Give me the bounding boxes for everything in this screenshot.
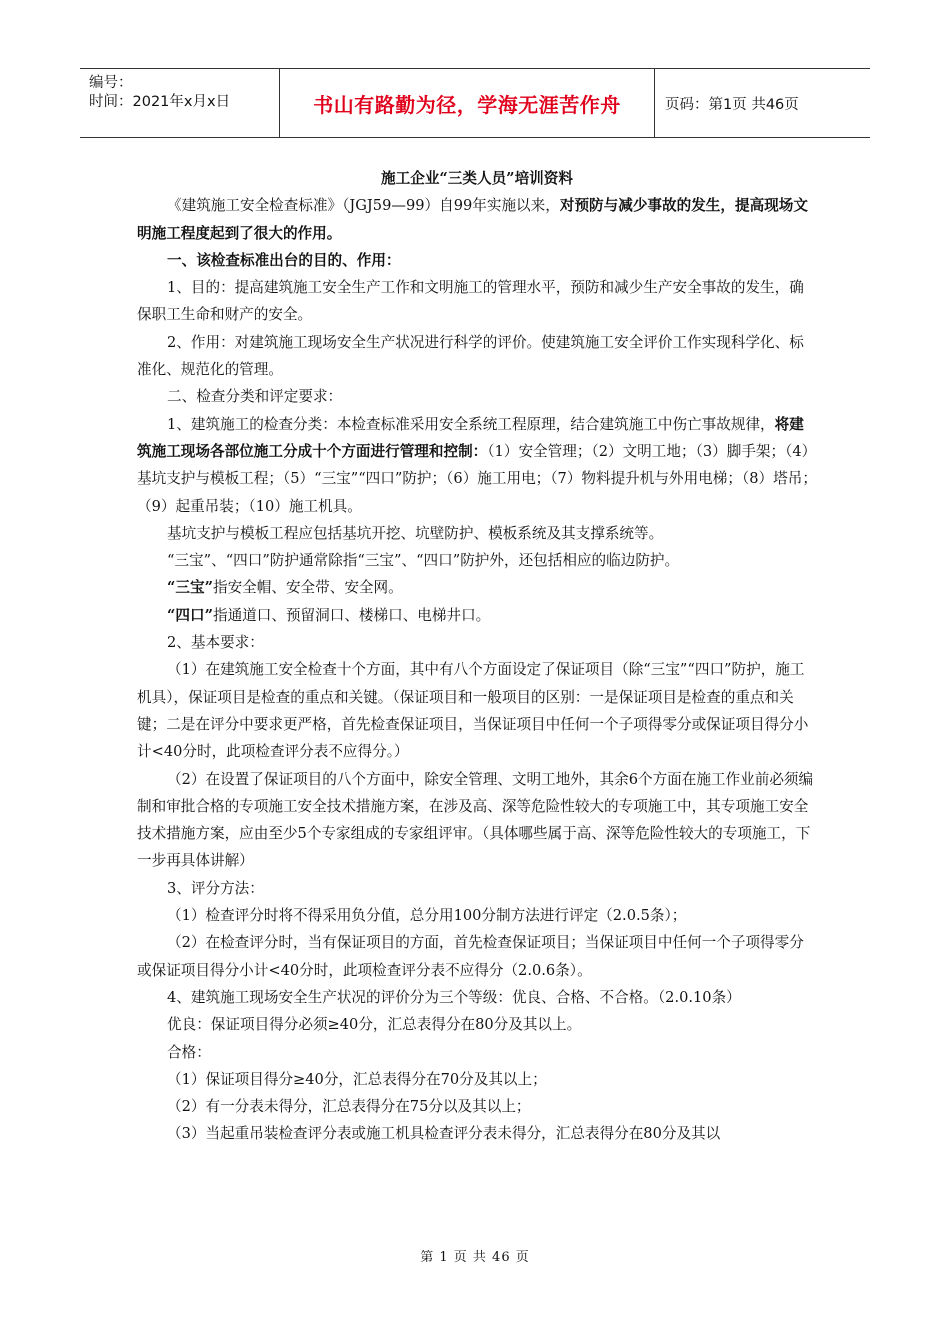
scoring-method-2: （2）在检查评分时，当有保证项目的方面，首先检查保证项目；当保证项目中任何一个子项得零分或保证项目得分小计<40分时，此项检查评分表不应得分（2.0.6条）。 (137, 934, 804, 979)
grade-levels: 4、建筑施工现场安全生产状况的评价分为三个等级：优良、合格、不合格。（2.0.10条） (167, 988, 741, 1006)
pass-condition-3: （3）当起重吊装检查评分表或施工机具检查评分表未得分，汇总表得分在80分及其以 (167, 1125, 721, 1143)
page-header (80, 68, 870, 138)
page-footer: 第 1 页 共 46 页 (420, 1250, 530, 1265)
four-openings-text: 指通道口、预留洞口、楼梯口、电梯井口。 (212, 606, 491, 624)
pass-condition-2: （2）有一分表未得分，汇总表得分在75分以及其以上； (167, 1098, 531, 1116)
section-2-heading: 二、检查分类和评定要求： (167, 388, 343, 406)
basic-requirement-1: （1）在建筑施工安全检查十个方面，其中有八个方面设定了保证项目（除“三宝”“四口”防护，施工机具），保证项目是检查的重点和关键。（保证项目和一般项目的区别：一是保证项目是检查的重点和关键；二是在评分中要求更严格，首先检查保证项目，当保证项目中任何一个子项得零分或保证项目得分小计<40分时，此项检查评分表不应得分。） (137, 661, 809, 761)
four-openings-def (137, 602, 817, 629)
scoring-method-1: （1）检查评分时将不得采用负分值，总分用100分制方法进行评定（2.0.5条）； (167, 907, 687, 925)
header-page-info: 页码：第1页 共46页 (665, 96, 799, 113)
intro-paragraph (137, 192, 817, 247)
header-meta (80, 69, 280, 137)
classification-text: 1、建筑施工的检查分类：本检查标准采用安全系统工程原理，结合建筑施工中伤亡事故规律， (167, 415, 775, 433)
foundation-note: 基坑支护与模板工程应包括基坑开挖、坑壁防护、模板系统及其支撑系统等。 (167, 524, 664, 542)
three-treasures-term: “三宝” (167, 579, 213, 597)
pass-condition-1: （1）保证项目得分≥40分，汇总表得分在70分及其以上； (167, 1070, 547, 1088)
intro-bold-text: 对预防与减少事故的发生，提高现场文明施工程度起到了很大的作用。 (137, 197, 808, 242)
section-1-purpose: 1、目的：提高建筑施工安全生产工作和文明施工的管理水平，预防和减少生产安全事故的发生，确保职工生命和财产的安全。 (137, 279, 804, 324)
scoring-method-heading: 3、评分方法： (167, 879, 264, 897)
doc-number-label: 编号： (89, 75, 133, 91)
three-treasures-text: 指安全帽、安全带、安全网。 (212, 579, 403, 597)
section-1-heading: 一、该检查标准出台的目的、作用： (167, 251, 401, 269)
four-openings-term: “四口” (167, 606, 213, 624)
classification-list: （1）安全管理；（2）文明工地；（3）脚手架；（4）基坑支护与模板工程；（5）“三宝”“四口”防护；（6）施工用电；（7）物料提升机与外用电梯；（8）塔吊；（9）起重吊装；（10）施工机具。 (137, 442, 817, 515)
intro-text: 《建筑施工安全检查标准》（JGJ59—99）自99年实施以来， (167, 197, 560, 215)
section-1-function: 2、作用：对建筑施工现场安全生产状况进行科学的评价。使建筑施工安全评价工作实现科学化、标准化、规范化的管理。 (137, 333, 804, 379)
classification-bold-text: 将建筑施工现场各部位施工分成十个方面进行管理和控制： (137, 415, 804, 460)
basic-requirements-heading: 2、基本要求： (167, 634, 264, 652)
grade-pass-label: 合格： (167, 1043, 211, 1061)
three-four-note: “三宝”、“四口”防护通常除指“三宝”、“四口”防护外，还包括相应的临边防护。 (167, 552, 680, 570)
header-motto: 书山有路勤为径，学海无涯苦作舟 (280, 69, 655, 137)
basic-requirement-2: （2）在设置了保证项目的八个方面中，除安全管理、文明工地外，其余6个方面在施工作业前必须编制和审批合格的专项施工安全技术措施方案，在涉及高、深等危险性较大的专项施工中，其专项施工安全技术措施方案，应由至少5个专家组成的专家组评审。（具体哪些属于高、深等危险性较大的专项施工，下一步再具体讲解） (137, 770, 814, 870)
three-treasures-def (137, 574, 817, 601)
doc-date: 时间：2021年x月x日 (89, 94, 231, 110)
section-2-classification (137, 411, 817, 520)
doc-title: 施工企业“三类人员”培训资料 (381, 170, 573, 187)
grade-excellent: 优良：保证项目得分必须≥40分，汇总表得分在80分及其以上。 (167, 1016, 582, 1034)
document-body (137, 165, 817, 1148)
